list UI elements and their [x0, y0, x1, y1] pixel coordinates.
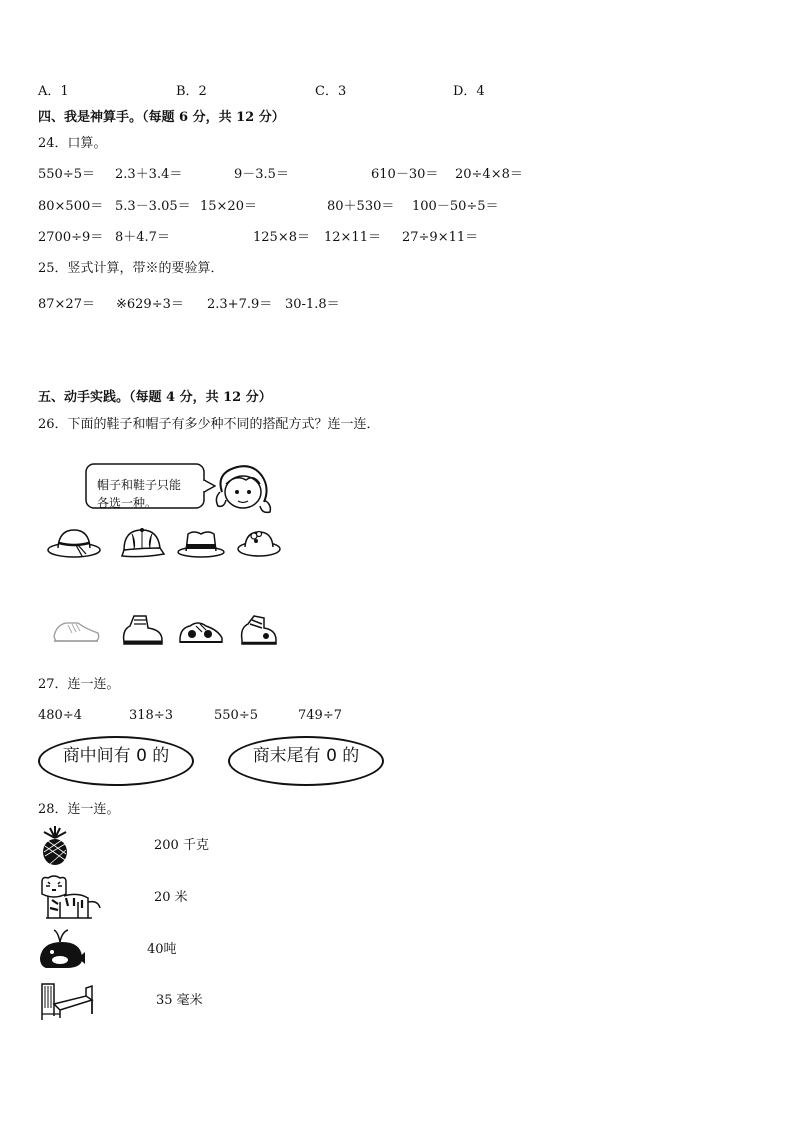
girl-icon — [212, 462, 276, 518]
q24-r1-c2: 2.3＋3.4＝ — [115, 167, 183, 182]
q28-value-4: 35 毫米 — [156, 993, 203, 1008]
cap-icon — [118, 526, 166, 560]
q27-label: 27．连一连。 — [38, 677, 120, 692]
q27-expr-2: 318÷3 — [129, 708, 173, 723]
boot-icon — [118, 612, 166, 648]
q24-r2-c1: 80×500＝ — [38, 199, 104, 214]
q24-r2-c3: 15×20＝ — [200, 199, 257, 214]
q26-label: 26．下面的鞋子和帽子有多少种不同的搭配方式？连一连． — [38, 417, 380, 432]
q24-r3-c1: 2700÷9＝ — [38, 230, 104, 245]
q24-r1-c1: 550÷5＝ — [38, 167, 95, 182]
q27-expr-1: 480÷4 — [38, 708, 82, 723]
sun-hat-icon — [46, 526, 102, 560]
choice-a: A．1 — [38, 84, 69, 99]
q24-r2-c5: 100－50÷5＝ — [412, 199, 499, 214]
section4-title: 四、我是神算手。（每题 6 分，共 12 分） — [38, 110, 285, 125]
q24-r1-c5: 20÷4×8＝ — [455, 167, 523, 182]
pineapple-icon — [38, 826, 72, 866]
q25-label: 25．竖式计算，带※的要验算． — [38, 261, 224, 276]
oval-trailing-zero[interactable] — [228, 736, 384, 786]
oval-middle-zero-label: 商中间有 0 的 — [62, 745, 170, 766]
q25-item-3: 2.3+7.9＝ — [207, 297, 273, 312]
choice-c: C．3 — [315, 84, 347, 99]
choice-b: B．2 — [176, 84, 207, 99]
oval-trailing-zero-label: 商末尾有 0 的 — [252, 745, 360, 766]
q27-expr-3: 550÷5 — [214, 708, 258, 723]
bubble-line-1: 帽子和鞋子只能 — [97, 478, 182, 492]
q24-r3-c5: 27÷9×11＝ — [402, 230, 479, 245]
q28-value-3: 40吨 — [147, 942, 177, 957]
flower-hat-icon — [236, 526, 282, 560]
q24-r3-c4: 12×11＝ — [324, 230, 381, 245]
oval-middle-zero[interactable] — [38, 736, 194, 786]
tiger-icon — [38, 874, 102, 922]
q25-item-2: ※629÷3＝ — [116, 297, 184, 312]
q27-expr-4: 749÷7 — [298, 708, 342, 723]
q24-r1-c3: 9－3.5＝ — [234, 167, 289, 182]
whale-icon — [38, 928, 86, 972]
q28-label: 28．连一连。 — [38, 802, 120, 817]
choice-d: D．4 — [453, 84, 485, 99]
q24-r3-c3: 125×8＝ — [253, 230, 310, 245]
bubble-line-2: 各选一种。 — [97, 496, 158, 510]
q28-value-1: 200 千克 — [154, 838, 209, 853]
q25-item-1: 87×27＝ — [38, 297, 95, 312]
q24-r1-c4: 610－30＝ — [371, 167, 439, 182]
q24-label: 24．口算。 — [38, 136, 107, 151]
bed-icon — [38, 978, 94, 1022]
sports-shoe-icon — [176, 614, 226, 648]
q24-r3-c2: 8＋4.7＝ — [115, 230, 170, 245]
q24-r2-c2: 5.3－3.05＝ — [115, 199, 191, 214]
section5-title: 五、动手实践。（每题 4 分，共 12 分） — [38, 390, 272, 405]
q28-value-2: 20 米 — [154, 890, 188, 905]
q25-item-4: 30-1.8＝ — [285, 297, 340, 312]
q24-r2-c4: 80＋530＝ — [327, 199, 395, 214]
sneaker-icon — [50, 615, 102, 647]
hiking-shoe-icon — [236, 612, 280, 648]
fedora-icon — [176, 526, 226, 560]
